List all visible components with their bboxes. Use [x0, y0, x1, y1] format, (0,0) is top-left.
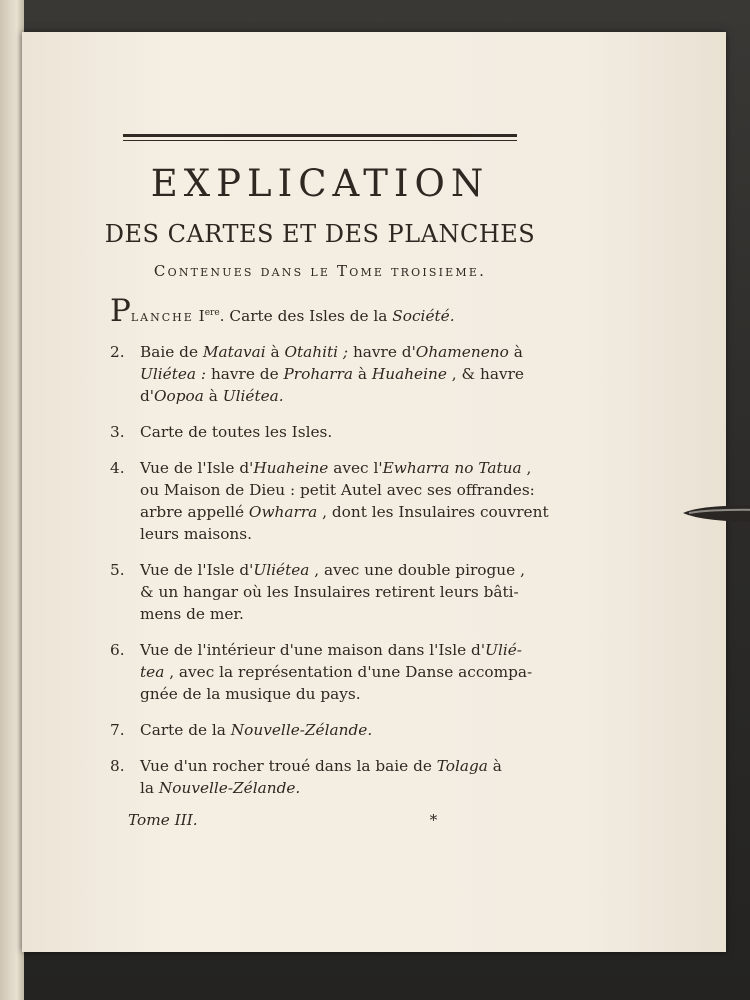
page-subtitle: DES CARTES ET DES PLANCHES: [104, 220, 536, 248]
entry-planche-1: Planche Iere. Carte des Isles de la Société.: [110, 293, 455, 329]
entry-6: 6. Vue de l'intérieur d'une maison dans l'Isle d'Ulié- tea , avec la représentation d'une Danse accompa- gnée de la musique du pays.: [110, 641, 533, 703]
entry-4: 4. Vue de l'Isle d'Huaheine avec l'Ewharra no Tatua , ou Maison de Dieu : petit Autel avec ses offrandes: arbre appellé Owharra , dont les Insulaires couvrent leurs maisons.: [110, 459, 549, 543]
page-caption: Contenues dans le Tome troisieme.: [153, 262, 487, 280]
entry-5: 5. Vue de l'Isle d'Uliétea , avec une double pirogue , & un hangar où les Insulaires retirent leurs bâti- mens de mer.: [110, 561, 525, 623]
top-rule-thin: [123, 140, 517, 141]
page-footer: [110, 809, 550, 831]
page-title: EXPLICATION: [150, 162, 490, 205]
signature-mark: Tome III.: [128, 811, 198, 829]
entry-2: 2. Baie de Matavai à Otahiti ; havre d'Ohameneno à Uliétea : havre de Proharra à Huaheine , & havre d'Oopoa à Uliétea.: [110, 343, 524, 405]
entry-8: 8. Vue d'un rocher troué dans la baie de Tolaga à la Nouvelle-Zélande.: [110, 757, 502, 797]
entry-3: 3. Carte de toutes les Isles.: [110, 423, 333, 441]
entry-list: [110, 293, 550, 831]
entry-7: 7. Carte de la Nouvelle-Zélande.: [110, 721, 373, 739]
gathering-mark: *: [429, 811, 438, 829]
top-rule-thick: [123, 134, 517, 137]
